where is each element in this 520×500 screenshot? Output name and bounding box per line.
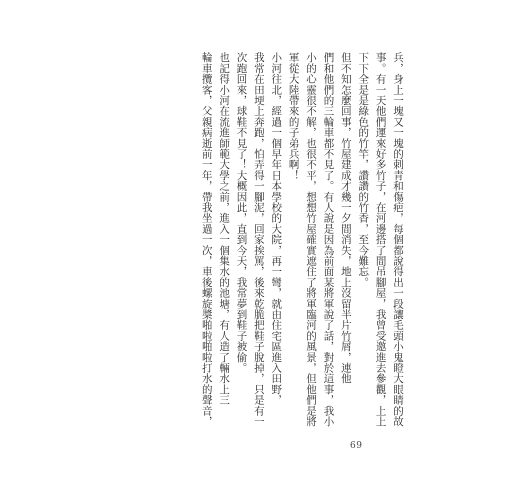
text-line: 小的心靈很不解，也很不平，想想竹屋確實遮住了將軍臨河的風景，但他們是將 bbox=[305, 52, 318, 427]
text-line: 們和他們的三輪車都不見了。有人說是因為前面某將軍說了話，對於這事，我小 bbox=[322, 52, 335, 427]
text-line: 也記得小河在流進師範大學之前，進入一個集水的池塘，有人造了輛水上三 bbox=[218, 52, 231, 406]
text-line: 輪車攬客，父親病逝前一年，帶我坐過一次，車後螺旋槳啪啦啪啦打水的聲音， bbox=[200, 52, 213, 427]
text-line: 事。有一天他們運來好多竹子，在河邊搭了間吊腳屋，我曾受邀進去參觀，上上 bbox=[374, 52, 387, 427]
page-number: 69 bbox=[350, 441, 363, 451]
text-line: 兵，身上一塊又一塊的刺青和傷疤，每個都說得出一段讓毛頭小鬼瞪大眼睛的故 bbox=[392, 52, 404, 427]
vertical-text-body bbox=[116, 52, 406, 427]
text-line: 我常在田埂上奔跑，怕弄得一腳泥，回家挨罵，後來乾脆把鞋子脫掉，只是有一 bbox=[252, 52, 265, 427]
text-line: 但不知怎麼回事，竹屋建成才幾一夕間消失，地上沒留半片竹屑，連他 bbox=[339, 52, 352, 384]
text-line: 下下全是是綠色的竹竿，讚讚的竹香，至今難忘。 bbox=[357, 52, 370, 288]
text-line: 小河往北，經過一個早年日本學校的大院，再一彎，就由住宅區進入田野， bbox=[270, 52, 283, 406]
text-line: 次跑回來，球鞋不見了！大概因此，直到今天，我常夢到鞋子被偷。 bbox=[235, 52, 248, 373]
text-line: 軍從大陸帶來的子弟兵啊！ bbox=[287, 52, 300, 181]
